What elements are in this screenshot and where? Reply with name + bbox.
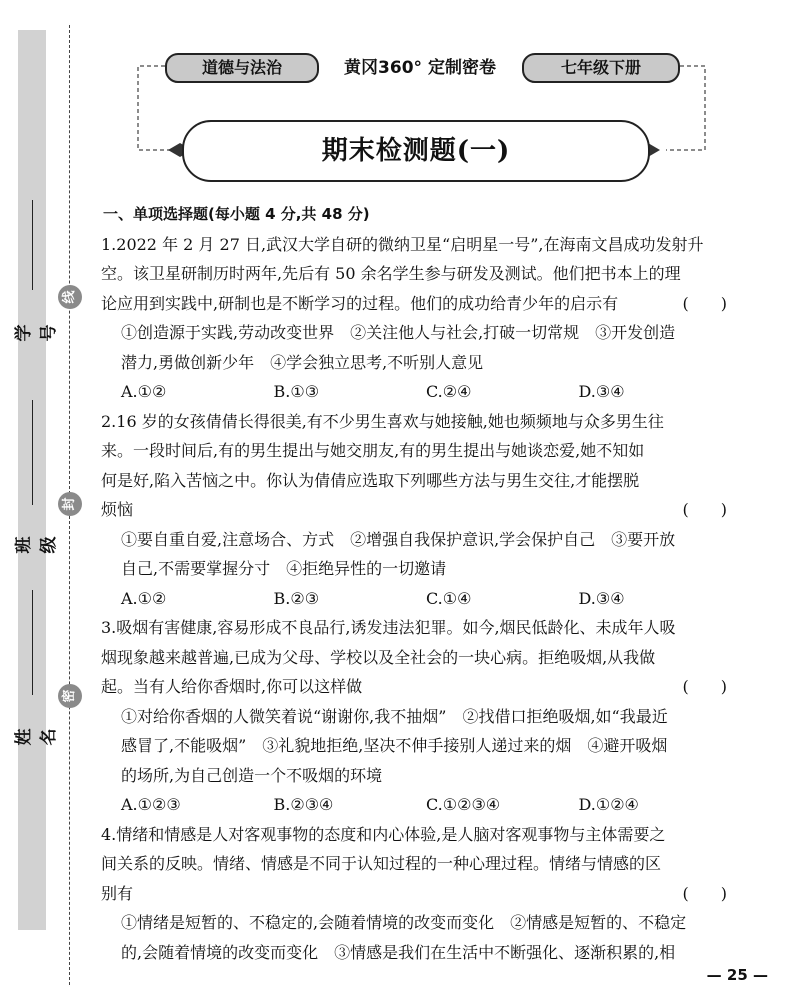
question-stem-line: 论应用到实践中,研制也是不断学习的过程。他们的成功给青少年的启示有 (101, 293, 619, 313)
name-label: 姓名 (14, 728, 59, 746)
statement-line: 的,会随着情境的改变而变化 ③情感是我们在生活中不断强化、逐渐积累的,相 (121, 942, 676, 962)
question-stem-line: 来。一段时间后,有的男生提出与她交朋友,有的男生提出与她谈恋爱,她不知如 (101, 441, 645, 460)
question-stem-line: 烟现象越来越普遍,已成为父母、学校以及全社会的一块心病。拒绝吸烟,从我做 (101, 647, 656, 667)
statement-line: ①创造源于实践,劳动改变世界 ②关注他人与社会,打破一切常规 ③开发创造 (121, 323, 676, 342)
class-line (32, 400, 33, 505)
option-d: D.③④ (578, 588, 625, 608)
grade-pill: 七年级下册 (522, 53, 680, 83)
question-stem-line: 3.吸烟有害健康,容易形成不良品行,诱发违法犯罪。如今,烟民低龄化、未成年人吸 (101, 618, 676, 637)
statement-line: ①要自重自爱,注意场合、方式 ②增强自我保护意识,学会保护自己 ③要开放 (121, 529, 676, 549)
option-c: C.①②③④ (426, 795, 501, 814)
student-id-label: 学号 (14, 324, 59, 342)
answer-parentheses: ( ) (682, 883, 727, 903)
answer-parentheses: ( ) (682, 293, 727, 313)
option-c: C.②④ (426, 382, 472, 401)
option-a: A.①②③ (121, 795, 181, 814)
question-stem-line: 烦恼 (101, 500, 134, 519)
statement-line: 的场所,为自己创造一个不吸烟的环境 (121, 765, 383, 785)
question-stem-line: 2.16 岁的女孩倩倩长得很美,有不少男生喜欢与她接触,她也频频地与众多男生往 (101, 411, 664, 431)
question-stem-line: 何是好,陷入苦恼之中。你认为倩倩应选取下列哪些方法与男生交往,才能摆脱 (101, 470, 640, 490)
option-c: C.①④ (426, 588, 472, 608)
class-label: 班级 (14, 536, 59, 554)
option-b: B.②③④ (273, 795, 334, 814)
option-a: A.①② (121, 382, 167, 401)
question-2 (101, 407, 731, 614)
statement-line: 自己,不需要掌握分寸 ④拒绝异性的一切邀请 (121, 559, 447, 578)
page-number: — 25 — (706, 966, 768, 984)
statement-line: 潜力,勇做创新少年 ④学会独立思考,不听别人意见 (121, 352, 484, 372)
series-title: 黄冈360° 定制密卷 (344, 58, 496, 78)
question-1 (101, 230, 731, 407)
statement-line: ①对给你香烟的人微笑着说“谢谢你,我不抽烟” ②找借口拒绝吸烟,如“我最近 (121, 706, 668, 726)
question-stem-line: 4.情绪和情感是人对客观事物的态度和内心体验,是人脑对客观事物与主体需要之 (101, 824, 666, 844)
option-b: B.①③ (273, 382, 320, 401)
statement-line: ①情绪是短暂的、不稳定的,会随着情境的改变而变化 ②情感是短暂的、不稳定 (121, 913, 687, 932)
subject-pill: 道德与法治 (165, 53, 319, 83)
option-b: B.②③ (273, 588, 320, 608)
seal-seal-mark: 封 (58, 492, 82, 516)
question-area (101, 200, 731, 967)
seal-line-mark: 线 (58, 285, 82, 309)
statement-line: 感冒了,不能吸烟” ③礼貌地拒绝,坚决不伸手接别人递过来的烟 ④避开吸烟 (121, 736, 668, 755)
section-title: 一、单项选择题(每小题 4 分,共 48 分) (103, 205, 370, 223)
question-4 (101, 820, 731, 968)
student-id-line (32, 200, 33, 290)
question-3 (101, 613, 731, 820)
option-d: D.③④ (578, 382, 625, 401)
option-d: D.①②④ (578, 795, 639, 814)
question-stem-line: 空。该卫星研制历时两年,先后有 50 余名学生参与研发及测试。他们把书本上的理 (101, 264, 681, 283)
answer-parentheses: ( ) (682, 677, 727, 696)
seal-secret-mark: 密 (58, 684, 82, 708)
question-stem-line: 起。当有人给你香烟时,你可以这样做 (101, 677, 363, 696)
question-stem-line: 间关系的反映。情绪、情感是不同于认知过程的一种心理过程。情绪与情感的区 (101, 854, 662, 873)
question-stem-line: 1.2022 年 2 月 27 日,武汉大学自研的微纳卫星“启明星一号”,在海南文昌成功发射升 (101, 234, 704, 254)
option-a: A.①② (121, 588, 167, 608)
exam-title: 期末检测题(一) (182, 120, 650, 182)
question-stem-line: 别有 (101, 883, 134, 903)
name-line (32, 590, 33, 695)
answer-parentheses: ( ) (682, 500, 727, 519)
